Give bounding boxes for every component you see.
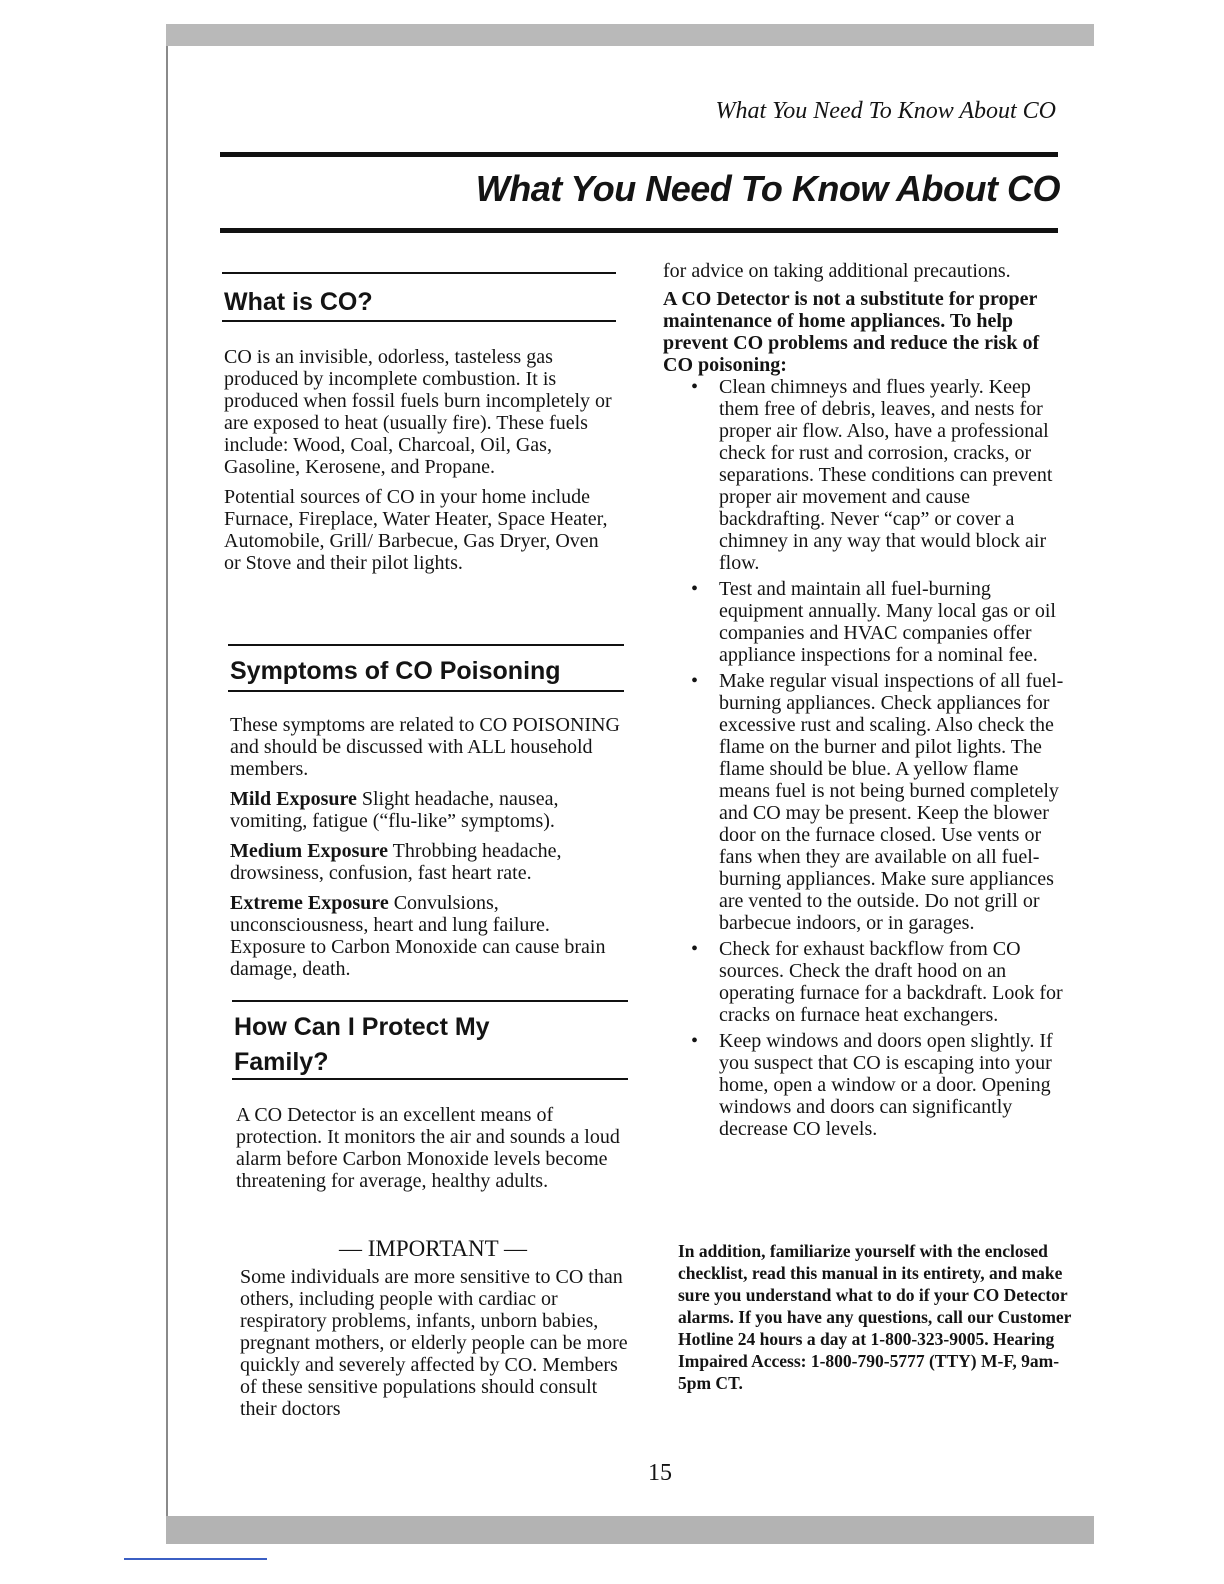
extreme-exposure-entry — [230, 892, 626, 980]
medium-exposure-entry — [230, 840, 626, 884]
scan-bottom-band — [166, 1516, 1094, 1544]
bullet-icon: • — [691, 1030, 699, 1052]
list-item — [663, 938, 1073, 1026]
symptoms-intro: These symptoms are related to CO POISONING and should be discussed with ALL household members. — [230, 714, 620, 780]
list-item — [663, 670, 1073, 934]
bullet-text: Test and maintain all fuel-burning equipment annually. Many local gas or oil companies and HVAC companies offer appliance inspections for a nominal fee. — [719, 578, 1056, 666]
important-title: — IMPORTANT — — [338, 1236, 528, 1261]
section-rule-top — [232, 1000, 628, 1002]
bullet-text: Clean chimneys and flues yearly. Keep them free of debris, leaves, and nests for proper air flow. Also, have a professional check for rust and corrosion, cracks, or separations. These conditions can prevent proper air movement and cause backdrafting. Never “cap” or cover a chimney in any way that would block air flow. — [719, 376, 1053, 574]
corner-rule — [124, 1558, 267, 1560]
what-is-co-para-1: CO is an invisible, odorless, tasteless gas produced by incomplete combustion. It is produced when fossil fuels burn incompletely or are exposed to heat (usually fire). These fuels include: Wood, Coal, Charcoal, Oil, Gas, Gasoline, Kerosene, and Propane. — [224, 346, 612, 478]
mild-exposure-text: Slight headache, nausea, vomiting, fatigue (“flu-like” symptoms). — [230, 788, 559, 832]
page-number: 15 — [648, 1460, 672, 1486]
bullet-text: Check for exhaust backflow from CO sources. Check the draft hood on an operating furnace for a backdraft. Look for cracks on furnace heat exchangers. — [719, 938, 1063, 1026]
protect-heading-line-2: Family? — [234, 1048, 329, 1076]
title-rule-bottom — [220, 228, 1058, 233]
section-heading-what-is-co: What is CO? — [224, 288, 373, 316]
mild-exposure-entry — [230, 788, 626, 832]
section-rule-bottom — [222, 320, 616, 322]
closing-note: In addition, familiarize yourself with the enclosed checklist, read this manual in its entirety, and make sure you understand what to do if your CO Detector alarms. If you have any questions, call our Customer Hotline 24 hours a day at 1-800-323-9005. Hearing Impaired Access: 1-800-790-5777 (TTY) M-F, 9am-5pm CT. — [678, 1241, 1072, 1393]
mild-exposure-label: Mild Exposure — [230, 788, 357, 810]
title-rule-top — [220, 152, 1058, 157]
medium-exposure-label: Medium Exposure — [230, 840, 388, 862]
bullet-text: Make regular visual inspections of all fuel-burning appliances. Check appliances for excessive rust and scaling. Also check the flame on the burner and pilot lights. The flame should be blue. A yellow flame means fuel is not being burned completely and CO may be present. Keep the blower door on the furnace closed. Use vents or fans when they are available on all fuel-burning appliances. Make sure appliances are vented to the outside. Do not grill or barbecue indoors, or in garages. — [719, 670, 1064, 934]
section-heading-symptoms: Symptoms of CO Poisoning — [230, 657, 561, 685]
running-head: What You Need To Know About CO — [715, 98, 1056, 124]
section-rule-bottom — [232, 1078, 628, 1080]
medium-exposure-text: Throbbing headache, drowsiness, confusion, fast heart rate. — [230, 840, 562, 884]
page-title: What You Need To Know About CO — [475, 168, 1060, 209]
list-item — [663, 376, 1073, 574]
list-item — [663, 578, 1073, 666]
bullet-text: Keep windows and doors open slightly. If you suspect that CO is escaping into your home, open a window or a door. Opening windows and doors can significantly decrease CO levels. — [719, 1030, 1053, 1140]
scan-top-band — [166, 24, 1094, 46]
scan-left-edge — [166, 46, 168, 1526]
protect-para: A CO Detector is an excellent means of protection. It monitors the air and sounds a loud alarm before Carbon Monoxide levels become threatening for average, healthy adults. — [236, 1104, 620, 1192]
protect-heading-line-1: How Can I Protect My — [234, 1013, 490, 1041]
bullet-icon: • — [691, 376, 699, 398]
right-column — [663, 260, 1073, 1140]
section-rule-top — [222, 272, 616, 274]
maintenance-intro: A CO Detector is not a substitute for proper maintenance of home appliances. To help prevent CO problems and reduce the risk of CO poisoning: — [663, 288, 1040, 376]
continuation-text: for advice on taking additional precautions. — [663, 260, 1011, 282]
section-rule-bottom — [228, 690, 624, 692]
extreme-exposure-label: Extreme Exposure — [230, 892, 389, 914]
what-is-co-para-2: Potential sources of CO in your home include Furnace, Fireplace, Water Heater, Space Heater, Automobile, Grill/ Barbecue, Gas Dryer, Oven or Stove and their pilot lights. — [224, 486, 608, 574]
important-text: Some individuals are more sensitive to CO than others, including people with cardiac or respiratory problems, infants, unborn babies, pregnant mothers, or elderly people can be more quickly and severely affected by CO. Members of these sensitive populations should consult their doctors — [240, 1266, 628, 1420]
section-rule-top — [228, 644, 624, 646]
extreme-exposure-text: Convulsions, unconsciousness, heart and lung failure. Exposure to Carbon Monoxide can cause brain damage, death. — [230, 892, 606, 980]
section-heading-protect — [234, 1010, 630, 1080]
prevention-list — [663, 376, 1073, 1140]
bullet-icon: • — [691, 670, 699, 692]
bullet-icon: • — [691, 578, 699, 600]
bullet-icon: • — [691, 938, 699, 960]
list-item — [663, 1030, 1073, 1140]
what-is-co-body — [224, 346, 616, 574]
symptoms-body — [230, 714, 626, 980]
